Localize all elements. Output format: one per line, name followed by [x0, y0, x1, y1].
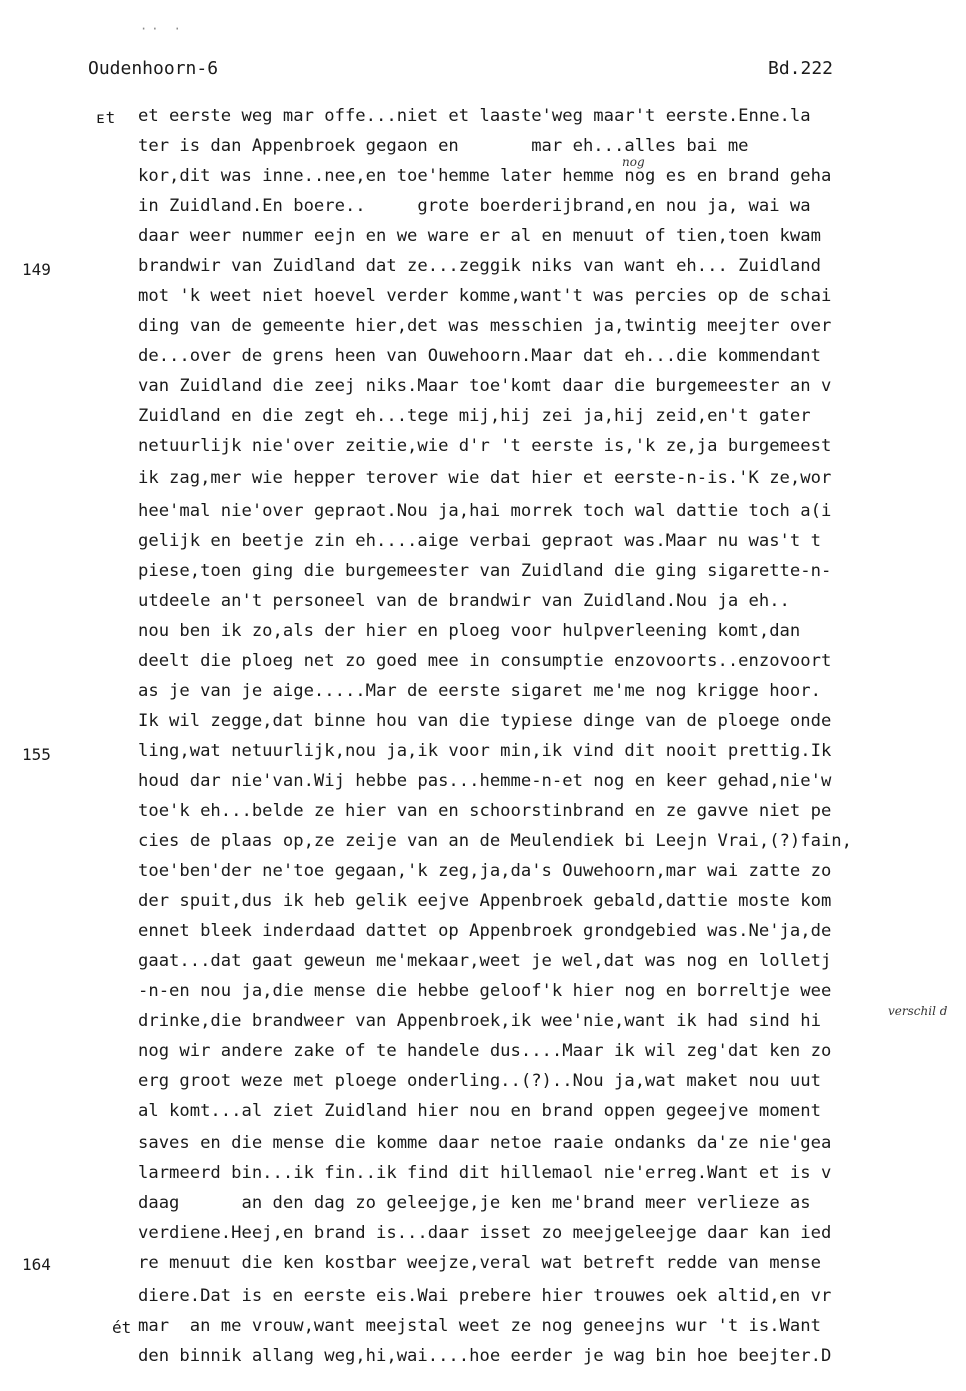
text-line: ling,wat netuurlijk,nou ja,ik voor min,ik vind dit nooit prettig.Ik [138, 741, 832, 761]
text-line: drinke,die brandweer van Appenbroek,ik wee'nie,want ik had sind hi [138, 1011, 821, 1031]
line-number: 164 [22, 1255, 51, 1274]
text-line: al komt...al ziet Zuidland hier nou en brand oppen gegeejve moment [138, 1101, 821, 1121]
handwritten-annotation: nog [622, 155, 645, 169]
text-line: gelijk en beetje zin eh....aige verbai gepraot was.Maar nu was't t [138, 531, 821, 551]
text-line: brandwir van Zuidland dat ze...zeggik niks van want eh... Zuidland [138, 256, 821, 276]
text-line: as je van je aige.....Mar de eerste sigaret me'me nog krigge hoor. [138, 681, 821, 701]
text-line: der spuit,dus ik heb gelik eejve Appenbroek gebald,dattie moste kom [138, 891, 832, 911]
text-line: erg groot weze met ploege onderling..(?)..Nou ja,wat maket nou uut [138, 1071, 821, 1091]
text-line: deelt die ploeg net zo goed mee in consumptie enzovoorts..enzovoort [138, 651, 832, 671]
text-line: den binnik allang weg,hi,wai....hoe eerder je wag bin hoe beejter.D [138, 1346, 832, 1366]
text-line: in Zuidland.En boere.. grote boerderijbrand,en nou ja, wai wa [138, 196, 811, 216]
text-line: kor,dit was inne..nee,en toe'hemme later hemme nog es en brand geha [138, 166, 832, 186]
text-line: saves en die mense die komme daar netoe raaie ondanks da'ze nie'gea [138, 1133, 832, 1153]
text-line: toe'ben'der ne'toe gegaan,'k zeg,ja,da's Ouwehoorn,mar wai zatte zo [138, 861, 832, 881]
handwritten-annotation: verschil d [888, 1004, 948, 1018]
text-line: nog wir andere zake of te handele dus....Maar ik wil zeg'dat ken zo [138, 1041, 832, 1061]
text-line: daar weer nummer eejn en we ware er al en menuut of tien,toen kwam [138, 226, 821, 246]
text-line: mar an me vrouw,want meejstal weet ze nog geneejns wur 't is.Want [138, 1316, 821, 1336]
text-line: utdeele an't personeel van de brandwir van Zuidland.Nou ja eh.. [138, 591, 790, 611]
volume-number: Bd.222 [768, 58, 834, 79]
text-line: et eerste weg mar offe...niet et laaste'weg maar't eerste.Enne.la [138, 106, 811, 126]
margin-mark: ᴇt [96, 108, 116, 127]
text-line: Zuidland en die zegt eh...tege mij,hij zei ja,hij zeid,en't gater [138, 406, 811, 426]
text-line: ik zag,mer wie hepper terover wie dat hier et eerste-n-is.'K ze,wor [138, 468, 832, 488]
text-line: toe'k eh...belde ze hier van en schoorstinbrand en ze gavve niet pe [138, 801, 832, 821]
text-line: netuurlijk nie'over zeitie,wie d'r 't eerste is,'k ze,ja burgemeest [138, 436, 832, 456]
margin-mark: ét [112, 1318, 132, 1337]
text-line: ding van de gemeente hier,det was messchien ja,twintig meejter over [138, 316, 832, 336]
text-line: diere.Dat is en eerste eis.Wai prebere hier trouwes oek altid,en vr [138, 1286, 832, 1306]
text-line: ennet bleek inderdaad dattet op Appenbroek grondgebied was.Ne'ja,de [138, 921, 832, 941]
text-line: houd dar nie'van.Wij hebbe pas...hemme-n-et nog en keer gehad,nie'w [138, 771, 832, 791]
text-line: -n-en nou ja,die mense die hebbe geloof'k hier nog en borreltje wee [138, 981, 832, 1001]
text-line: daag an den dag zo geleejge,je ken me'brand meer verlieze as [138, 1193, 811, 1213]
text-line: mot 'k weet niet hoevel verder komme,want't was percies op de schai [138, 286, 832, 306]
line-number: 155 [22, 745, 51, 764]
text-line: hee'mal nie'over gepraot.Nou ja,hai morrek toch wal dattie toch a(i [138, 501, 832, 521]
text-line: de...over de grens heen van Ouwehoorn.Maar dat eh...die kommendant [138, 346, 821, 366]
text-line: ter is dan Appenbroek gegaon en mar eh...alles bai me [138, 136, 749, 156]
text-line: Ik wil zegge,dat binne hou van die typiese dinge van de ploege onde [138, 711, 832, 731]
text-line: larmeerd bin...ik fin..ik find dit hillemaol nie'erreg.Want et is v [138, 1163, 832, 1183]
text-line: gaat...dat gaat geweun me'mekaar,weet je wel,dat was nog en lolletj [138, 951, 832, 971]
text-line: van Zuidland die zeej niks.Maar toe'komt daar die burgemeester an v [138, 376, 832, 396]
text-line: piese,toen ging die burgemeester van Zuidland die ging sigarette-n- [138, 561, 832, 581]
document-title: Oudenhoorn-6 [88, 58, 219, 79]
text-line: cies de plaas op,ze zeije van an de Meulendiek bi Leejn Vrai,(?)fain, [138, 831, 852, 851]
text-line: re menuut die ken kostbar weejze,veral wat betreft redde van mense [138, 1253, 821, 1273]
text-line: verdiene.Heej,en brand is...daar isset zo meejgeleejge daar kan ied [138, 1223, 832, 1243]
text-line: nou ben ik zo,als der hier en ploeg voor hulpverleening komt,dan [138, 621, 801, 641]
scan-artifact: ·· · [140, 22, 185, 36]
line-number: 149 [22, 260, 51, 279]
